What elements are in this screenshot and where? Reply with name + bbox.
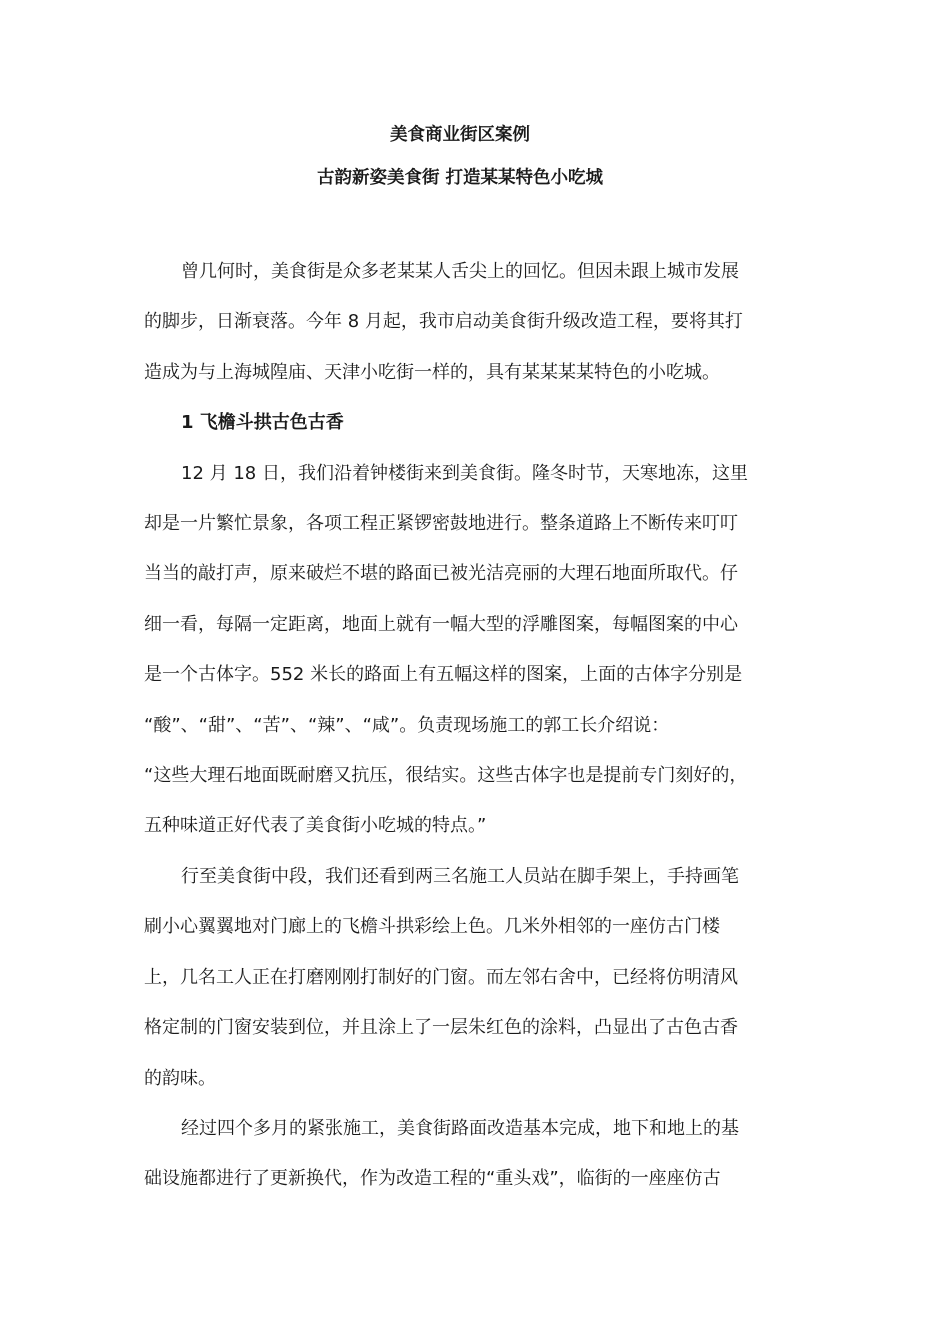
document-subtitle: 古韵新姿美食街 打造某某特色小吃城: [316, 168, 604, 188]
paragraph-line: 的脚步，日渐衰落。今年 8 月起，我市启动美食街升级改造工程，要将其打: [144, 311, 743, 333]
paragraph-line: 格定制的门窗安装到位，并且涂上了一层朱红色的涂料，凸显出了古色古香: [144, 1017, 738, 1039]
section-heading: 1 飞檐斗拱古色古香: [181, 412, 344, 434]
paragraph-line: 上，几名工人正在打磨刚刚打制好的门窗。而左邻右舍中，已经将仿明清风: [144, 966, 738, 988]
paragraph-line: 的韵味。: [144, 1067, 216, 1089]
body-paragraph: [144, 247, 776, 398]
paragraph-line: 是一个古体字。552 米长的路面上有五幅这样的图案，上面的古体字分别是: [144, 664, 743, 686]
paragraph-line: 造成为与上海城隍庙、天津小吃街一样的，具有某某某某特色的小吃城。: [144, 361, 720, 383]
paragraph-line: 当当的敲打声，原来破烂不堪的路面已被光洁亮丽的大理石地面所取代。仔: [144, 563, 738, 585]
paragraph-line: 经过四个多月的紧张施工，美食街路面改造基本完成，地下和地上的基: [181, 1117, 739, 1139]
paragraph-line: 却是一片繁忙景象，各项工程正紧锣密鼓地进行。整条道路上不断传来叮叮: [144, 513, 738, 535]
paragraph-line: “酸”、“甜”、“苦”、“辣”、“咸”。负责现场施工的郭工长介绍说：: [144, 714, 670, 736]
paragraph-line: 刷小心翼翼地对门廊上的飞檐斗拱彩绘上色。几米外相邻的一座仿古门楼: [144, 916, 720, 938]
intro-paragraphs: [144, 247, 776, 398]
paragraph-line: 曾几何时，美食街是众多老某某人舌尖上的回忆。但因未跟上城市发展: [181, 261, 739, 282]
body-paragraph: [144, 1104, 776, 1205]
paragraph-line: 细一看，每隔一定距离，地面上就有一幅大型的浮雕图案，每幅图案的中心: [144, 613, 738, 635]
paragraph-line: 五种味道正好代表了美食街小吃城的特点。”: [144, 815, 487, 837]
document-title: 美食商业街区案例: [390, 125, 530, 145]
paragraph-line: 行至美食街中段，我们还看到两三名施工人员站在脚手架上，手持画笔: [181, 865, 739, 887]
body-paragraph: [144, 852, 776, 1104]
document-content: [144, 118, 776, 1205]
paragraph-line: 12 月 18 日，我们沿着钟楼街来到美食街。隆冬时节，天寒地冻，这里: [181, 462, 748, 484]
section-1-paragraphs: [144, 449, 776, 1205]
body-paragraph: [144, 449, 776, 852]
paragraph-line: “这些大理石地面既耐磨又抗压，很结实。这些古体字也是提前专门刻好的，: [144, 765, 748, 787]
paragraph-line: 础设施都进行了更新换代，作为改造工程的“重头戏”，临街的一座座仿古: [144, 1168, 721, 1190]
